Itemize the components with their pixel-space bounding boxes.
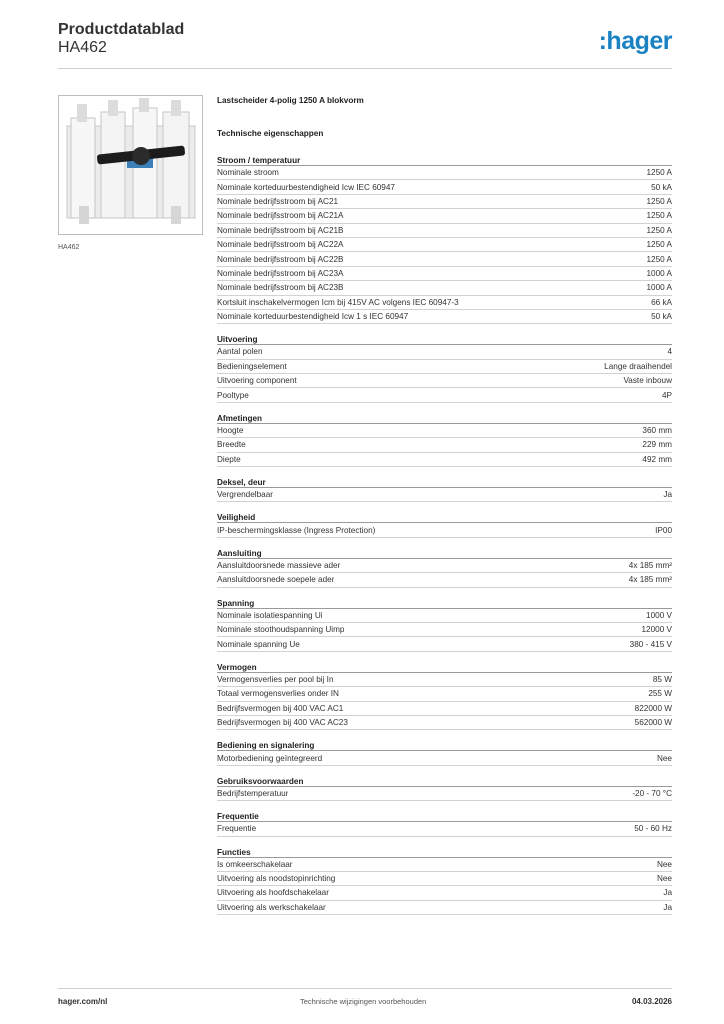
spec-label: Aantal polen bbox=[217, 347, 263, 357]
spec-label: Hoogte bbox=[217, 426, 244, 436]
section-title: Deksel, deur bbox=[217, 477, 672, 488]
spec-value: 1000 V bbox=[646, 610, 672, 620]
spec-section bbox=[217, 776, 672, 801]
section-title: Uitvoering bbox=[217, 334, 672, 345]
spec-label: Nominale stoothoudspanning Uimp bbox=[217, 625, 345, 635]
spec-value: Nee bbox=[656, 874, 672, 884]
load-break-switch-image bbox=[58, 95, 203, 235]
spec-label: Nominale stroom bbox=[217, 168, 279, 178]
spec-row bbox=[217, 166, 672, 180]
spec-label: Bedieningselement bbox=[217, 361, 287, 371]
footer-website: hager.com/nl bbox=[58, 997, 108, 1006]
spec-value: 1250 A bbox=[646, 225, 672, 235]
spec-row bbox=[217, 822, 672, 836]
spec-label: Breedte bbox=[217, 440, 246, 450]
spec-value: 50 kA bbox=[651, 312, 672, 322]
spec-row bbox=[217, 573, 672, 587]
spec-label: Uitvoering als noodstopinrichting bbox=[217, 874, 336, 884]
section-title: Veiligheid bbox=[217, 512, 672, 523]
page-title: Productdatablad bbox=[58, 21, 185, 38]
spec-row bbox=[217, 360, 672, 374]
spec-row bbox=[217, 687, 672, 701]
header-divider bbox=[58, 68, 672, 69]
spec-label: Uitvoering als werkschakelaar bbox=[217, 902, 326, 912]
footer-divider bbox=[58, 988, 672, 989]
spec-value: Ja bbox=[663, 888, 672, 898]
spec-row bbox=[217, 858, 672, 872]
spec-label: Nominale bedrijfsstroom bij AC21A bbox=[217, 211, 344, 221]
spec-sections bbox=[217, 155, 672, 915]
spec-row bbox=[217, 267, 672, 281]
spec-label: Nominale bedrijfsstroom bij AC22B bbox=[217, 254, 344, 264]
spec-row bbox=[217, 623, 672, 637]
spec-section bbox=[217, 413, 672, 467]
spec-section bbox=[217, 334, 672, 403]
spec-row bbox=[217, 438, 672, 452]
spec-label: Vergrendelbaar bbox=[217, 490, 273, 500]
hager-logo: :hager bbox=[598, 27, 672, 55]
spec-value: 380 - 415 V bbox=[629, 639, 672, 649]
spec-row bbox=[217, 872, 672, 886]
spec-row bbox=[217, 702, 672, 716]
spec-value: 1250 A bbox=[646, 168, 672, 178]
spec-row bbox=[217, 901, 672, 915]
spec-value: 4x 185 mm² bbox=[628, 575, 672, 585]
product-code: HA462 bbox=[58, 39, 107, 56]
spec-row bbox=[217, 180, 672, 194]
spec-label: Pooltype bbox=[217, 390, 249, 400]
spec-value: 66 kA bbox=[651, 297, 672, 307]
spec-value: 1250 A bbox=[646, 211, 672, 221]
spec-label: Nominale korteduurbestendigheid Icw 1 s IEC 60947 bbox=[217, 312, 409, 322]
technical-heading: Technische eigenschappen bbox=[217, 129, 324, 138]
spec-value: 229 mm bbox=[642, 440, 672, 450]
spec-value: 255 W bbox=[648, 689, 672, 699]
spec-value: Lange draaihendel bbox=[604, 361, 672, 371]
spec-row bbox=[217, 523, 672, 537]
spec-value: Vaste inbouw bbox=[623, 376, 672, 386]
spec-label: Motorbediening geïntegreerd bbox=[217, 753, 323, 763]
spec-section bbox=[217, 512, 672, 537]
spec-value: Nee bbox=[656, 859, 672, 869]
spec-section bbox=[217, 598, 672, 652]
spec-section bbox=[217, 548, 672, 588]
spec-value: 1250 A bbox=[646, 196, 672, 206]
spec-label: Uitvoering component bbox=[217, 376, 297, 386]
spec-row bbox=[217, 637, 672, 651]
section-title: Functies bbox=[217, 847, 672, 858]
spec-row bbox=[217, 209, 672, 223]
spec-value: 1000 A bbox=[646, 268, 672, 278]
spec-row bbox=[217, 374, 672, 388]
product-name: Lastscheider 4-polig 1250 A blokvorm bbox=[217, 96, 364, 105]
section-title: Bediening en signalering bbox=[217, 740, 672, 751]
spec-row bbox=[217, 252, 672, 266]
section-title: Frequentie bbox=[217, 811, 672, 822]
image-caption: HA462 bbox=[58, 244, 80, 251]
spec-value: -20 - 70 °C bbox=[632, 788, 672, 798]
spec-label: Frequentie bbox=[217, 824, 257, 834]
spec-row bbox=[217, 886, 672, 900]
spec-row bbox=[217, 488, 672, 502]
spec-label: Diepte bbox=[217, 454, 241, 464]
spec-row bbox=[217, 310, 672, 324]
spec-section bbox=[217, 847, 672, 916]
spec-value: 12000 V bbox=[641, 625, 672, 635]
spec-row bbox=[217, 224, 672, 238]
spec-label: IP-beschermingsklasse (Ingress Protection) bbox=[217, 525, 376, 535]
spec-row bbox=[217, 716, 672, 730]
spec-value: IP00 bbox=[655, 525, 672, 535]
footer-date: 04.03.2026 bbox=[631, 997, 672, 1006]
spec-value: Ja bbox=[663, 490, 672, 500]
spec-value: 1250 A bbox=[646, 240, 672, 250]
section-title: Aansluiting bbox=[217, 548, 672, 559]
spec-section bbox=[217, 740, 672, 765]
spec-section bbox=[217, 477, 672, 502]
spec-label: Bedrijfsvermogen bij 400 VAC AC1 bbox=[217, 703, 344, 713]
spec-value: 4P bbox=[661, 390, 672, 400]
spec-value: 1250 A bbox=[646, 254, 672, 264]
spec-label: Vermogensverlies per pool bij In bbox=[217, 674, 334, 684]
spec-label: Uitvoering als hoofdschakelaar bbox=[217, 888, 329, 898]
section-title: Stroom / temperatuur bbox=[217, 155, 672, 166]
spec-value: 85 W bbox=[652, 674, 672, 684]
spec-label: Nominale korteduurbestendigheid Icw IEC 60947 bbox=[217, 182, 395, 192]
section-title: Gebruiksvoorwaarden bbox=[217, 776, 672, 787]
spec-value: 562000 W bbox=[634, 718, 672, 728]
spec-row bbox=[217, 787, 672, 801]
spec-row bbox=[217, 424, 672, 438]
spec-value: 492 mm bbox=[642, 454, 672, 464]
spec-label: Aansluitdoorsnede soepele ader bbox=[217, 575, 335, 585]
spec-label: Nominale bedrijfsstroom bij AC23A bbox=[217, 268, 344, 278]
spec-value: 50 - 60 Hz bbox=[634, 824, 672, 834]
spec-row bbox=[217, 453, 672, 467]
spec-row bbox=[217, 195, 672, 209]
spec-section bbox=[217, 662, 672, 731]
spec-row bbox=[217, 345, 672, 359]
section-title: Vermogen bbox=[217, 662, 672, 673]
spec-value: Ja bbox=[663, 902, 672, 912]
spec-label: Bedrijfstemperatuur bbox=[217, 788, 289, 798]
spec-row bbox=[217, 281, 672, 295]
section-title: Spanning bbox=[217, 598, 672, 609]
spec-value: 822000 W bbox=[634, 703, 672, 713]
spec-row bbox=[217, 559, 672, 573]
spec-label: Nominale bedrijfsstroom bij AC22A bbox=[217, 240, 344, 250]
spec-value: 360 mm bbox=[642, 426, 672, 436]
spec-row bbox=[217, 238, 672, 252]
spec-section bbox=[217, 155, 672, 324]
spec-row bbox=[217, 296, 672, 310]
spec-label: Is omkeerschakelaar bbox=[217, 859, 293, 869]
spec-label: Totaal vermogensverlies onder IN bbox=[217, 689, 339, 699]
spec-value: 4x 185 mm² bbox=[628, 561, 672, 570]
spec-row bbox=[217, 751, 672, 765]
spec-row bbox=[217, 388, 672, 402]
section-title: Afmetingen bbox=[217, 413, 672, 424]
spec-row bbox=[217, 609, 672, 623]
spec-label: Nominale bedrijfsstroom bij AC21 bbox=[217, 196, 339, 206]
spec-value: Nee bbox=[656, 753, 672, 763]
spec-label: Bedrijfsvermogen bij 400 VAC AC23 bbox=[217, 718, 348, 728]
spec-value: 50 kA bbox=[651, 182, 672, 192]
spec-section bbox=[217, 811, 672, 836]
spec-label: Nominale bedrijfsstroom bij AC21B bbox=[217, 225, 344, 235]
spec-value: 4 bbox=[667, 347, 672, 357]
footer-disclaimer: Technische wijzigingen voorbehouden bbox=[300, 997, 427, 1006]
spec-content bbox=[217, 96, 672, 925]
spec-label: Nominale bedrijfsstroom bij AC23B bbox=[217, 283, 344, 293]
spec-label: Nominale spanning Ue bbox=[217, 639, 300, 649]
spec-label: Kortsluit inschakelvermogen Icm bij 415V AC volgens IEC 60947-3 bbox=[217, 297, 459, 307]
spec-row bbox=[217, 673, 672, 687]
spec-label: Aansluitdoorsnede massieve ader bbox=[217, 561, 341, 570]
spec-value: 1000 A bbox=[646, 283, 672, 293]
spec-label: Nominale isolatiespanning Ui bbox=[217, 610, 323, 620]
